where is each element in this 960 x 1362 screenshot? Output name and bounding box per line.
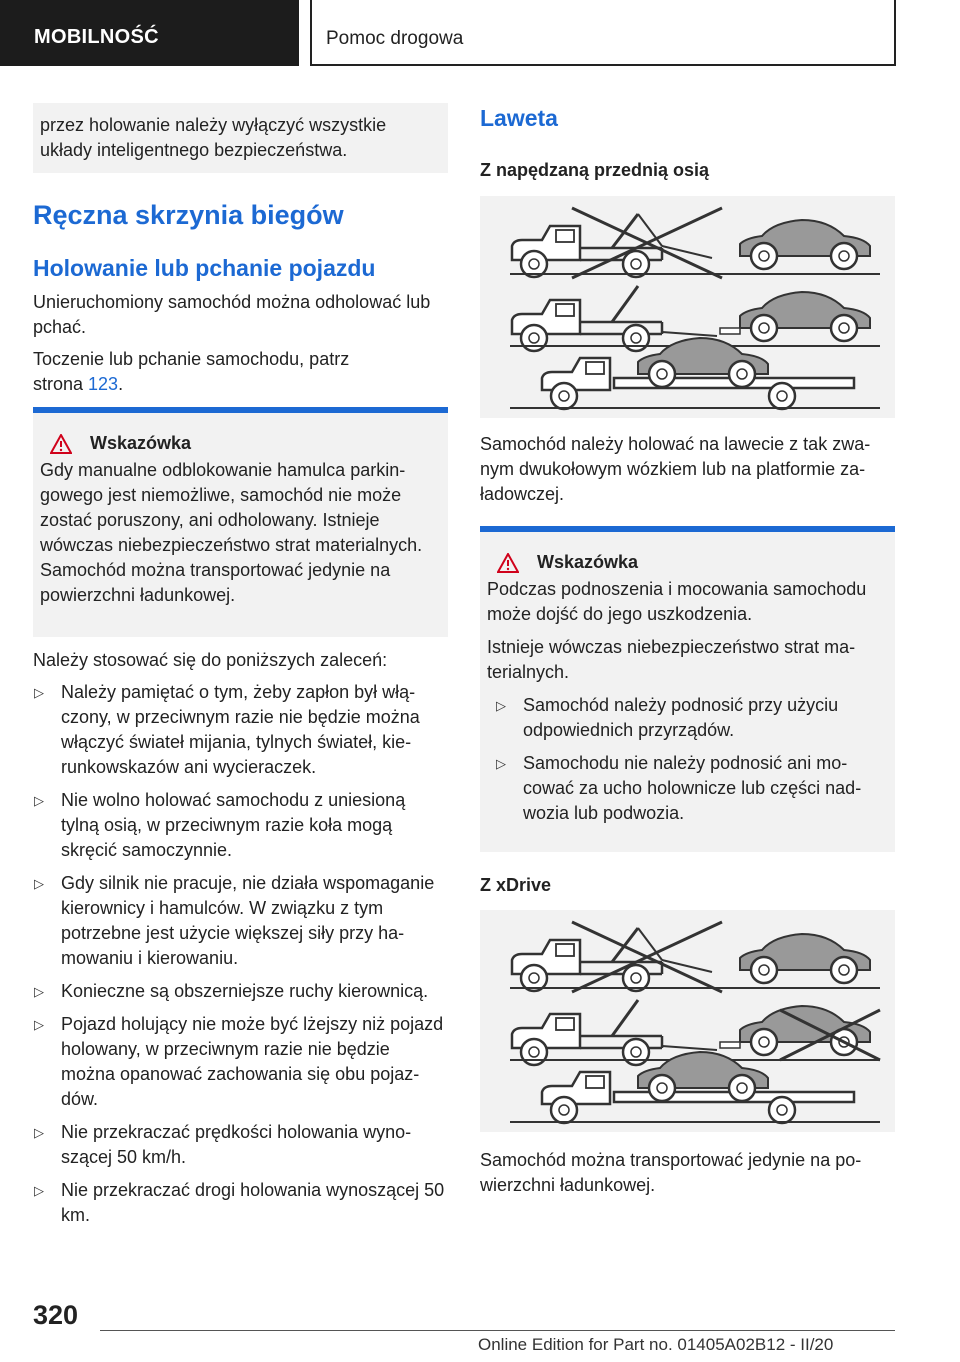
laweta-paragraph: Samochód należy holować na lawecie z tak zwanym dwukołowym wózkiem lub na platformie załadowczej. — [480, 434, 871, 504]
recommendations-intro: Należy stosować się do poniższych zaleceń: — [33, 650, 388, 670]
top-note-box — [33, 103, 448, 173]
list-item: ▷ Konieczne są obszerniejsze ruchy kierownicą. — [33, 979, 448, 1004]
section-title: MOBILNOŚĆ — [34, 26, 159, 48]
front-axle-heading: Z napędzaną przednią osią — [480, 160, 710, 180]
xdrive-heading: Z xDrive — [480, 875, 552, 895]
warning-content — [33, 413, 448, 637]
list-item: ▷ Nie przekraczać prędkości holowania wynoszącej 50 km/h. — [33, 1120, 448, 1170]
chapter-tab — [310, 0, 896, 66]
footer-rule — [100, 1330, 895, 1331]
xdrive-paragraph: Samochód można transportować jedynie na powierzchni ładunkowej. — [480, 1150, 862, 1195]
edition-text: Online Edition for Part no. 01405A02B12 - II/20 — [478, 1335, 834, 1354]
list-item: ▷ Gdy silnik nie pracuje, nie działa wspomaganie kierownicy i hamulców. W związku z tym potrzebne jest użycie większej siły przy hamowaniu i kierowaniu. — [33, 871, 448, 971]
warning-triangle-icon — [50, 434, 72, 454]
page-number: 320 — [33, 1300, 79, 1330]
page-header — [0, 0, 960, 66]
subsection-heading: Holowanie lub pchanie pojazdu — [33, 255, 376, 281]
recommendations-list — [33, 680, 448, 1236]
page-link[interactable]: 123 — [88, 374, 119, 394]
warning-list — [487, 693, 888, 826]
top-note: przez holowanie należy wyłączyć wszystkie układy inteligentnego bezpieczeństwa. — [40, 115, 387, 160]
towing-diagram — [480, 196, 895, 418]
warning-title: Wskazówka — [40, 433, 441, 454]
warning-paragraph-1: Podczas podnoszenia i mocowania samochodu może dojść do jego uszkodzenia. — [487, 579, 867, 624]
towing-illustration-xdrive — [480, 910, 895, 1132]
towing-diagram-xdrive — [480, 910, 895, 1132]
warning-paragraph-2: Istnieje wówczas niebezpieczeństwo strat materialnych. — [487, 637, 856, 682]
towing-illustration-front-axle — [480, 196, 895, 418]
warning-triangle-icon — [497, 553, 519, 573]
warning-box-2 — [480, 526, 895, 852]
section-tab — [0, 0, 299, 66]
paragraph-2: Toczenie lub pchanie samochodu, patrz strona 123. — [33, 349, 350, 394]
laweta-heading: Laweta — [480, 105, 558, 131]
warning-box — [33, 407, 448, 637]
warning-content-2 — [480, 532, 895, 852]
list-item: ▷ Samochodu nie należy podnosić ani mocować za ucho holownicze lub części nadwozia lub podwozia. — [495, 751, 888, 826]
list-item: ▷ Samochód należy podnosić przy użyciu odpowiednich przyrządów. — [495, 693, 888, 743]
list-item: ▷ Pojazd holujący nie może być lżejszy niż pojazd holowany, w przeciwnym razie nie będzie można opanować zachowania się obu pojazdów. — [33, 1012, 448, 1112]
warning-text: Gdy manualne odblokowanie hamulca parkingowego jest niemożliwe, samochód nie może zostać poruszony, ani odholowany. Istnieje wówczas niebezpieczeństwo strat materialnych. Samochód można transportować jedynie na powierzchni ładunkowej. — [40, 460, 423, 605]
section-heading: Ręczna skrzynia biegów — [33, 200, 344, 230]
chapter-title: Pomoc drogowa — [326, 28, 464, 49]
paragraph-1: Unieruchomiony samochód można odholować lub pchać. — [33, 292, 431, 337]
warning-title-2: Wskazówka — [487, 552, 888, 573]
list-item: ▷ Nie wolno holować samochodu z uniesioną tylną osią, w przeciwnym razie koła mogą skręcić samoczynnie. — [33, 788, 448, 863]
list-item: ▷ Nie przekraczać drogi holowania wynoszącej 50 km. — [33, 1178, 448, 1228]
list-item: ▷ Należy pamiętać o tym, żeby zapłon był włączony, w przeciwnym razie nie będzie można włączyć świateł mijania, tylnych świateł, kierunkowskazów ani wycieraczek. — [33, 680, 448, 780]
